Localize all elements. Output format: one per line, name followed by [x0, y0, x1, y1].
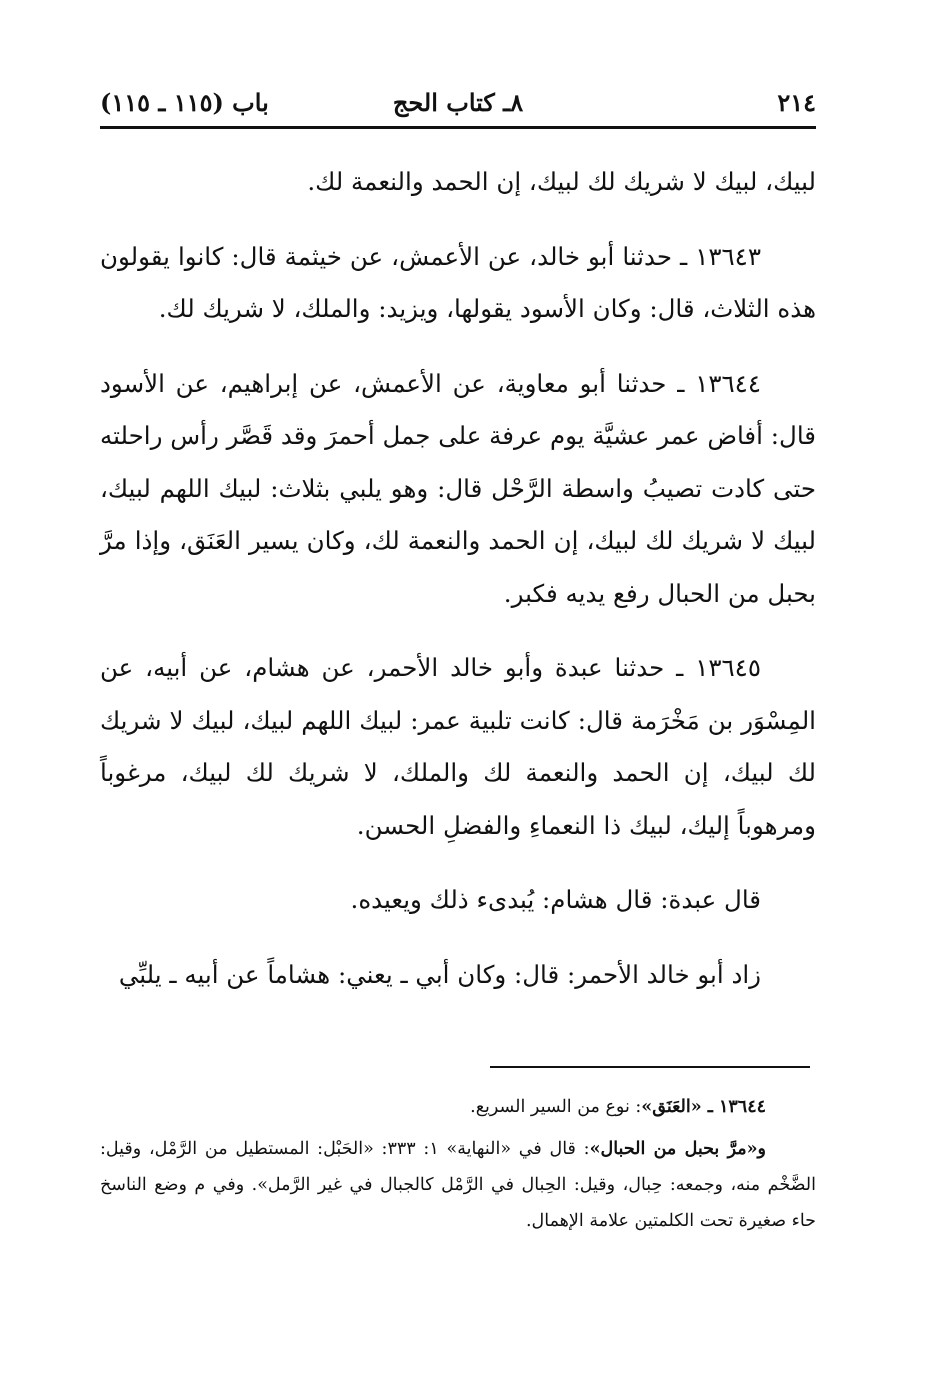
footnote-text: : قال في «النهاية» ١: ٣٣٣: «الحَبْل: المستطيل من الرَّمْل، وقيل: الضَّخْم منه، وجمعه: حِبال، وقيل: الحِبال في الرَّمْل كالجبال في غير الرَّمل». وفي م وضع الناسخ حاء صغيرة تحت الكلمتين علامة الإهمال. [100, 1139, 816, 1231]
paragraph: زاد أبو خالد الأحمر: قال: وكان أبي ـ يعني: هشاماً عن أبيه ـ يلبِّي [118, 959, 761, 989]
hadith-13645: ١٣٦٤٥ ـ حدثنا عبدة وأبو خالد الأحمر، عن هشام، عن أبيه، عن المِسْوَر بن مَخْرَمة قال: كانت تلبية عمر: لبيك اللهم لبيك، لبيك لا شريك لك لبيك، إن الحمد والنعمة لك والملك، لا شريك لك لبيك، مرغوباً ومرهوباً إليك، لبيك ذا النعماءِ والفضلِ الحسن. [100, 653, 816, 840]
hadith-13643: ١٣٦٤٣ ـ حدثنا أبو خالد، عن الأعمش، عن خيثمة قال: كانوا يقولون هذه الثلاث، قال: وكان الأسود يقولها، ويزيد: والملك، لا شريك لك. [100, 241, 816, 323]
book-title: ٨ـ كتاب الحج [392, 88, 524, 117]
paragraph: لبيك، لبيك لا شريك لك لبيك، إن الحمد والنعمة لك. [307, 167, 816, 196]
footnote [100, 1131, 816, 1239]
main-text [100, 156, 816, 1023]
page-number: ٢١٤ [777, 88, 816, 117]
footnote-key: و«مرَّ بحبل من الحبال» [589, 1139, 766, 1159]
footnote-key: ١٣٦٤٤ ـ «العَنَق» [641, 1097, 766, 1117]
page-header [100, 88, 816, 122]
hadith-13644: ١٣٦٤٤ ـ حدثنا أبو معاوية، عن الأعمش، عن إبراهيم، عن الأسود قال: أفاض عمر عشيَّة يوم عرفة على جمل أحمرَ وقد قَصَّر رأس راحلته حتى كادت تصيبُ واسطة الرَّحْل قال: وهو يلبي بثلاث: لبيك اللهم لبيك، لبيك لا شريك لك لبيك، إن الحمد والنعمة لك، وكان يسير العَنَق، وإذا مرَّ بحبل من الحبال رفع يديه فكبر. [100, 368, 816, 608]
footnotes [100, 1089, 816, 1245]
chapter-heading: باب (١١٥ ـ ١١٥) [100, 88, 269, 117]
footnote-text: : نوع من السير السريع. [470, 1097, 642, 1117]
footnote-divider [490, 1066, 810, 1068]
paragraph: قال عبدة: قال هشام: يُبدىء ذلك ويعيده. [350, 885, 761, 914]
header-divider [100, 126, 816, 129]
footnote [100, 1089, 816, 1125]
